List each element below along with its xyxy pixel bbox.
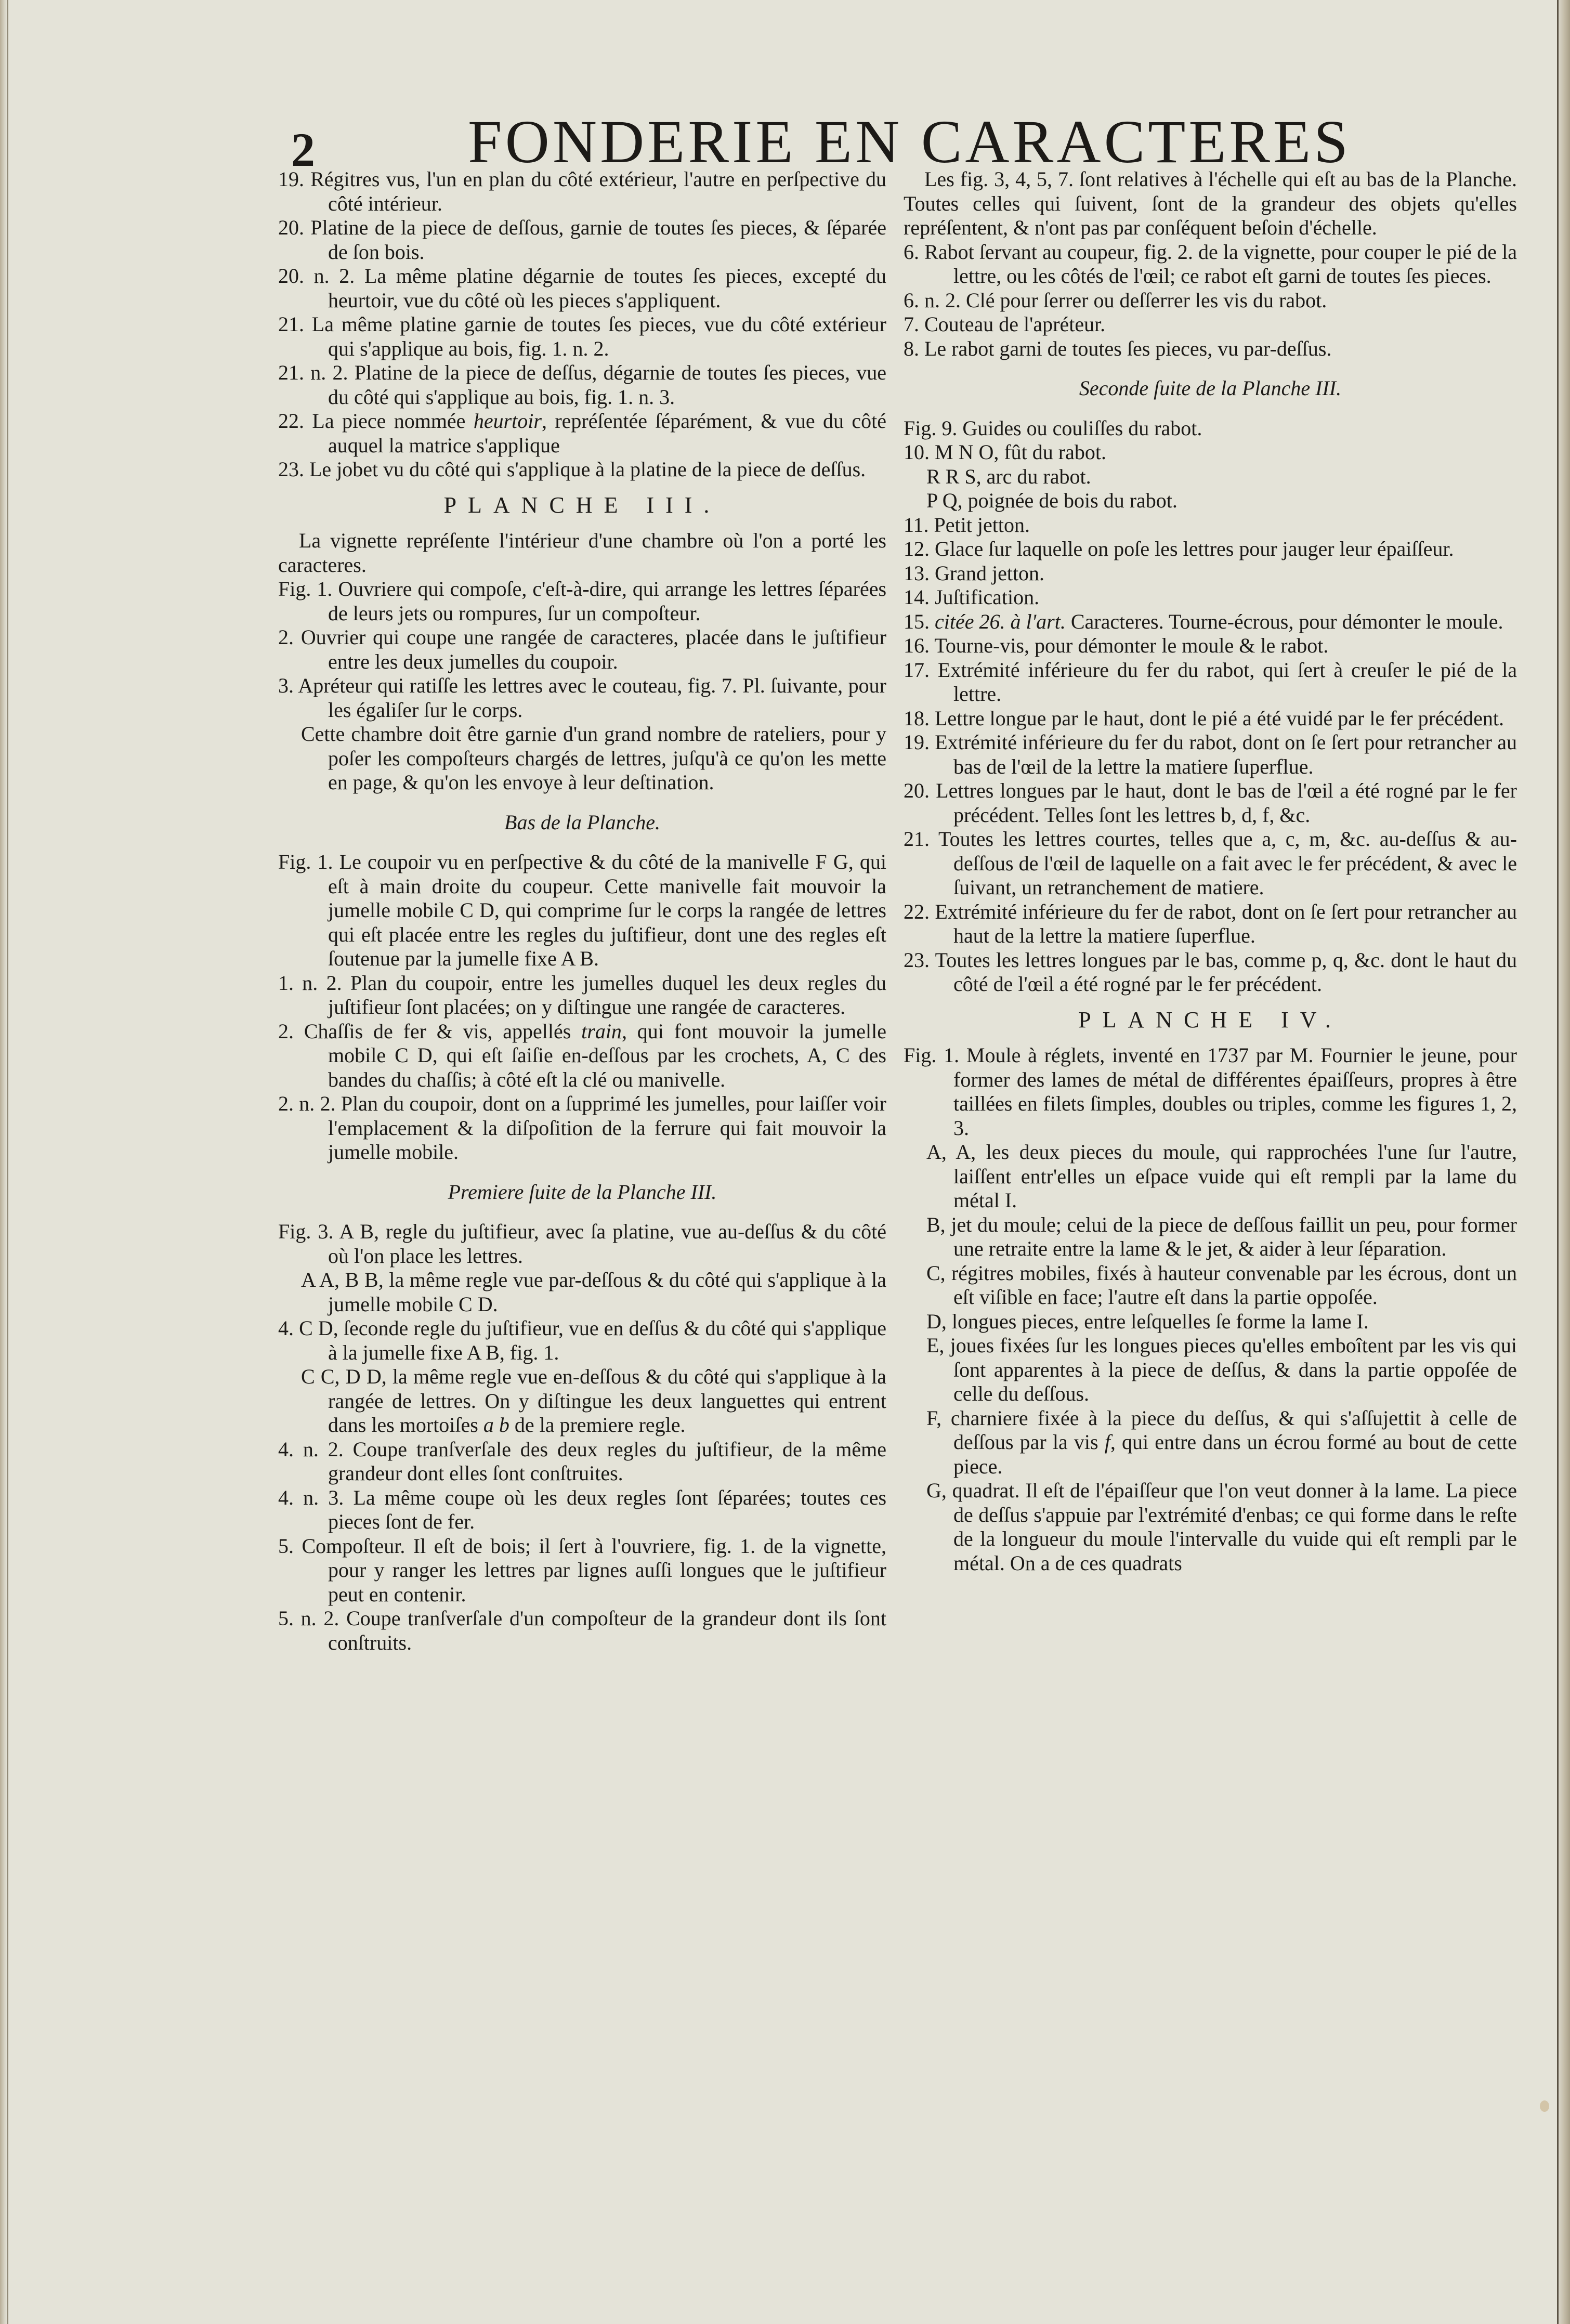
entry-number: 6. xyxy=(904,240,919,264)
left-column xyxy=(278,167,886,1655)
entry-text: La piece nommée xyxy=(312,409,474,433)
seconde-entry xyxy=(904,489,1517,513)
entry-number: Fig. 1. xyxy=(278,577,333,600)
entry-text: Juſtification. xyxy=(935,585,1040,609)
plate4-entry xyxy=(904,1043,1517,1140)
entry-text: , qui font mouvoir la jumelle mobile C D, qui eſt ſaiſie en-deſſous par les crochets, A, C des bandes du chaſſis; à côté eſt la clé ou manivelle. xyxy=(328,1019,886,1091)
vignette-entry xyxy=(278,625,886,674)
entry-text: E, joues fixées ſur les longues pieces qu'elles emboîtent par les vis qui ſont apparentes à la piece de deſſus, & dans la partie oppoſée de celle du deſſous. xyxy=(926,1334,1517,1405)
entry-text: Moule à réglets, inventé en 1737 par M. Fournier le jeune, pour former des lames de métal de différentes épaiſſeurs, propres à être taillées en filets ſimples, doubles ou triples, comme les figures 1, 2, 3. xyxy=(953,1043,1517,1140)
entry-text: Compoſteur. Il eſt de bois; il ſert à l'ouvriere, fig. 1. de la vignette, pour y ranger les lettres par lignes auſſi longues que le juſtifieur peut en contenir. xyxy=(302,1534,887,1606)
entry-number: 5. xyxy=(278,1534,294,1558)
seconde-entry xyxy=(904,585,1517,610)
seconde-entry xyxy=(904,779,1517,827)
plate-heading: PLANCHE III. xyxy=(443,492,721,518)
scale-note: Les fig. 3, 4, 5, 7. ſont relatives à l'échelle qui eſt au bas de la Planche. Toutes celles qui ſuivent, ſont de la grandeur des objets qu'elles repréſentent, & n'ont pas par conſéquent beſoin d'échelle. xyxy=(904,167,1517,239)
entry-text: M N O, fût du rabot. xyxy=(935,440,1106,464)
entry-text: A A, B B, la même regle vue par-deſſous & du côté qui s'applique à la jumelle mobile C D. xyxy=(301,1268,886,1316)
entry-number: 21. xyxy=(904,827,930,851)
premiere-entry xyxy=(278,1438,886,1486)
entry-text: Le rabot garni de toutes ſes pieces, vu par-deſſus. xyxy=(924,336,1332,360)
vignette-entry xyxy=(278,674,886,722)
entry-text: , qui entre dans un écrou formé au bout de cette piece. xyxy=(953,1430,1517,1478)
entry-text: Clé pour ſerrer ou deſſerrer les vis du rabot. xyxy=(966,288,1327,312)
seconde-entry xyxy=(904,610,1517,634)
entry-number: 7. xyxy=(904,312,919,336)
entry-number: 22. xyxy=(904,899,930,923)
entry-number: 3. xyxy=(278,674,294,697)
seconde-entry xyxy=(904,513,1517,538)
entry-number: 15. xyxy=(904,609,930,633)
premiere-entry xyxy=(904,240,1517,289)
entry-italic: f xyxy=(1104,1430,1110,1454)
plate-heading: PLANCHE IV. xyxy=(1078,1007,1342,1033)
entry-text: Coupe tranſverſale des deux regles du juſtifieur, de la même grandeur dont elles ſont conſtruites. xyxy=(328,1437,887,1485)
bas-entry xyxy=(278,1020,886,1092)
entry-text: Extrémité inférieure du fer du rabot, dont on ſe ſert pour retrancher au bas de l'œil de la lettre la matiere ſuperflue. xyxy=(935,730,1517,778)
entry-number: 20. xyxy=(904,779,930,802)
seconde-entry xyxy=(904,658,1517,707)
entry-text: Rabot ſervant au coupeur, fig. 2. de la vignette, pour couper le pié de la lettre, ou les côtés de l'œil; ce rabot eſt garni de toutes ſes pieces. xyxy=(924,240,1517,288)
entry-number: 20. xyxy=(278,216,304,239)
entry-text: Ouvriere qui compoſe, c'eſt-à-dire, qui arrange les lettres ſéparées de leurs jets ou rompures, ſur un compoſteur. xyxy=(328,577,887,625)
vignette-entry xyxy=(278,577,886,625)
entry-number: Fig. 3. xyxy=(278,1220,334,1243)
entry-number: 8. xyxy=(904,336,919,360)
entry-text: Ouvrier qui coupe une rangée de caracteres, placée dans le juſtifieur entre les deux jumelles du coupoir. xyxy=(300,625,886,673)
entry-number: 12. xyxy=(904,537,930,560)
entry-number: Fig. 1. xyxy=(278,850,333,873)
entry-text: de la premiere regle. xyxy=(509,1413,686,1437)
page-header xyxy=(291,107,1351,176)
entry-number: 4. n. 3. xyxy=(278,1485,344,1509)
legend-entry xyxy=(278,312,886,361)
legend-entry xyxy=(278,216,886,264)
premiere-entry xyxy=(278,1365,886,1438)
entry-text: Toutes les lettres courtes, telles que a, c, m, &c. au-deſſus & au-deſſous de l'œil de laquelle on a fait avec le fer précédent, & avec le ſuivant, un retranchement de matiere. xyxy=(938,827,1517,899)
plate4-entry xyxy=(904,1479,1517,1575)
entry-number: 23. xyxy=(278,458,304,481)
seconde-entry xyxy=(904,827,1517,900)
entry-text: Caracteres. Tourne-écrous, pour démonter le moule. xyxy=(1065,609,1503,633)
entry-text: D, longues pieces, entre leſquelles ſe forme la lame I. xyxy=(926,1309,1369,1333)
seconde-entry xyxy=(904,465,1517,489)
entry-text: Coupe tranſverſale d'un compoſteur de la grandeur dont ils ſont conſtruits. xyxy=(328,1607,887,1654)
page-edge-right xyxy=(1557,0,1570,2324)
seconde-entry xyxy=(904,562,1517,586)
bas-entry xyxy=(278,971,886,1020)
entry-italic: citée 26. à l'art. xyxy=(935,609,1066,633)
paper-stain xyxy=(1540,2100,1549,2112)
entry-text: Couteau de l'apréteur. xyxy=(924,312,1106,336)
entry-number: 10. xyxy=(904,440,930,464)
entry-number: 20. n. 2. xyxy=(278,264,355,288)
entry-text: Le coupoir vu en perſpective & du côté de la manivelle F G, qui eſt à main droite du coupeur. Cette manivelle fait mouvoir la jumelle mobile C D, qui comprime ſur le corps la rangée de lettres qui eſt placée entre les regles du juſtifieur, dont une des regles eſt ſoutenue par la jumelle fixe A B. xyxy=(328,850,887,970)
entry-text: Guides ou couliſſes du rabot. xyxy=(962,416,1202,440)
seconde-entry xyxy=(904,730,1517,779)
bas-entry xyxy=(278,1092,886,1165)
entry-number: 18. xyxy=(904,706,930,730)
entry-number: 11. xyxy=(904,513,929,537)
entry-number: 16. xyxy=(904,634,930,657)
entry-text: Lettres longues par le haut, dont le bas de l'œil a été rogné par le fer précédent. Telles ſont les lettres b, d, f, &c. xyxy=(936,779,1517,827)
vignette-entry xyxy=(278,722,886,795)
bas-entry xyxy=(278,850,886,971)
seconde-entry xyxy=(904,900,1517,948)
section-heading: Seconde ſuite de la Planche III. xyxy=(1079,376,1342,400)
entry-number: 23. xyxy=(904,948,930,972)
entry-italic: a b xyxy=(483,1413,509,1437)
entry-text: Grand jetton. xyxy=(935,561,1045,585)
entry-number: 4. xyxy=(278,1316,294,1340)
plate4-entry xyxy=(904,1406,1517,1479)
seconde-entry xyxy=(904,537,1517,562)
entry-text: La même coupe où les deux regles ſont ſéparées; toutes ces pieces ſont de fer. xyxy=(328,1485,887,1533)
entry-number: 22. xyxy=(278,409,304,433)
plate-intro: La vignette repréſente l'intérieur d'une chambre où l'on a porté les caracteres. xyxy=(278,529,886,577)
entry-text: P Q, poignée de bois du rabot. xyxy=(926,489,1178,512)
legend-entry xyxy=(278,167,886,216)
entry-number: 17. xyxy=(904,658,930,682)
premiere-entry xyxy=(278,1220,886,1268)
entry-text: C, régitres mobiles, fixés à hauteur convenable par les écrous, dont un eſt viſible en face; l'autre eſt dans la partie oppoſée. xyxy=(926,1261,1517,1309)
entry-text: Lettre longue par le haut, dont le pié a été vuidé par le fer précédent. xyxy=(935,706,1504,730)
section-heading: Premiere ſuite de la Planche III. xyxy=(448,1180,717,1204)
entry-number: Fig. 9. xyxy=(904,416,958,440)
entry-number: 21. n. 2. xyxy=(278,361,348,384)
page-number: 2 xyxy=(291,123,315,176)
entry-text: Plan du coupoir, dont on a ſupprimé les jumelles, pour laiſſer voir l'emplacement & la diſpoſition de la ferrure qui fait mouvoir la jumelle mobile. xyxy=(328,1092,887,1164)
legend-entry xyxy=(278,361,886,409)
section-heading: Bas de la Planche. xyxy=(504,810,660,834)
plate4-entry xyxy=(904,1140,1517,1213)
entry-italic: heurtoir xyxy=(473,409,542,433)
plate4-entry xyxy=(904,1261,1517,1310)
entry-number: 19. xyxy=(278,167,304,191)
entry-text: Le jobet vu du côté qui s'applique à la platine de la piece de deſſus. xyxy=(309,458,866,481)
entry-number: 21. xyxy=(278,312,304,336)
premiere-entry xyxy=(278,1316,886,1365)
premiere-entry xyxy=(904,337,1517,361)
seconde-entry xyxy=(904,440,1517,465)
legend-entry xyxy=(278,409,886,458)
legend-entry xyxy=(278,264,886,312)
entry-text: A B, regle du juſtifieur, avec ſa platine, vue au-deſſus & du côté où l'on place les lettres. xyxy=(328,1220,887,1268)
entry-number: 5. n. 2. xyxy=(278,1607,339,1630)
seconde-entry xyxy=(904,948,1517,997)
entry-number: 2. xyxy=(278,1019,294,1043)
entry-text: C C, D D, la même regle vue en-deſſous & du côté qui s'applique à la rangée de lettres. On y diſtingue les deux languettes qui entrent dans les mortoiſes xyxy=(301,1365,886,1437)
entry-text: Platine de la piece de deſſous, garnie de toutes ſes pieces, & ſéparée de ſon bois. xyxy=(310,216,886,264)
entry-text: C D, ſeconde regle du juſtifieur, vue en deſſus & du côté qui s'applique à la jumelle fixe A B, fig. 1. xyxy=(299,1316,887,1364)
seconde-entry xyxy=(904,416,1517,441)
premiere-entry xyxy=(278,1607,886,1655)
entry-text: G, quadrat. Il eſt de l'épaiſſeur que l'on veut donner à la lame. La piece de deſſus s'appuie par l'extrémité d'enbas; ce qui forme dans le reſte de la longueur du moule l'intervalle du vuide qui eſt rempli par le métal. On a de ces quadrats xyxy=(926,1479,1517,1575)
seconde-entry xyxy=(904,634,1517,658)
premiere-entry xyxy=(278,1268,886,1316)
entry-number: 1. n. 2. xyxy=(278,971,342,995)
entry-number: 6. n. 2. xyxy=(904,288,961,312)
right-column xyxy=(904,167,1517,1575)
entry-text: Chaſſis de fer & vis, appellés xyxy=(304,1019,582,1043)
entry-text: Plan du coupoir, entre les jumelles duquel les deux regles du juſtifieur ſont placées; on y diſtingue une rangée de caracteres. xyxy=(328,971,886,1019)
entry-text: Toutes les lettres longues par le bas, comme p, q, &c. dont le haut du côté de l'œil a été rogné par le fer précédent. xyxy=(935,948,1517,996)
entry-text: , repréſentée ſéparément, & vue du côté auquel la matrice s'applique xyxy=(328,409,887,457)
entry-number: 19. xyxy=(904,730,930,754)
entry-text: Platine de la piece de deſſus, dégarnie de toutes ſes pieces, vue du côté qui s'applique au bois, fig. 1. n. 3. xyxy=(328,361,887,409)
premiere-entry xyxy=(278,1486,886,1534)
entry-number: 14. xyxy=(904,585,930,609)
entry-text: Glace ſur laquelle on poſe les lettres pour jauger leur épaiſſeur. xyxy=(935,537,1454,560)
entry-text: La même platine garnie de toutes ſes pieces, vue du côté extérieur qui s'applique au bois, fig. 1. n. 2. xyxy=(311,312,887,360)
entry-text: F, charniere fixée à la piece du deſſus, & qui s'aſſujettit à celle de deſſous par la vis xyxy=(926,1406,1517,1454)
entry-text: R R S, arc du rabot. xyxy=(926,464,1091,488)
running-title: FONDERIE EN CARACTERES xyxy=(468,108,1351,176)
entry-number: Fig. 1. xyxy=(904,1043,960,1067)
premiere-entry xyxy=(904,289,1517,313)
seconde-entry xyxy=(904,707,1517,731)
entry-text: Régitres vus, l'un en plan du côté extérieur, l'autre en perſpective du côté intérieur. xyxy=(310,167,887,215)
entry-text: B, jet du moule; celui de la piece de deſſous faillit un peu, pour former une retraite entre la lame & le jet, & aider à leur ſéparation. xyxy=(926,1212,1517,1260)
entry-text: Apréteur qui ratiſſe les lettres avec le couteau, fig. 7. Pl. ſuivante, pour les égaliſer ſur le corps. xyxy=(298,674,886,722)
entry-number: 13. xyxy=(904,561,930,585)
entry-number: 4. n. 2. xyxy=(278,1437,344,1461)
entry-text: Extrémité inférieure du fer de rabot, dont on ſe ſert pour retrancher au haut de la lettre la matiere ſuperflue. xyxy=(935,899,1517,947)
entry-number: 2. xyxy=(278,625,294,649)
entry-italic: train xyxy=(581,1019,622,1043)
premiere-entry xyxy=(278,1534,886,1607)
entry-text: A, A, les deux pieces du moule, qui rapprochées l'une ſur l'autre, laiſſent entr'elles un eſpace vuide qui eſt rempli par la lame du métal I. xyxy=(926,1140,1517,1212)
entry-text: Tourne-vis, pour démonter le moule & le rabot. xyxy=(934,634,1329,657)
entry-text: Cette chambre doit être garnie d'un grand nombre de rateliers, pour y poſer les compoſteurs chargés de lettres, juſqu'à ce qu'on les mette en page, & qu'on les envoye à leur deſtination. xyxy=(301,722,886,794)
premiere-entry xyxy=(904,312,1517,337)
legend-entry xyxy=(278,458,886,482)
plate4-entry xyxy=(904,1310,1517,1334)
plate4-entry xyxy=(904,1334,1517,1406)
page-edge-left xyxy=(0,0,8,2324)
entry-text: Extrémité inférieure du fer du rabot, qui ſert à creuſer le pié de la lettre. xyxy=(937,658,1517,706)
entry-text: Petit jetton. xyxy=(934,513,1030,537)
entry-number: 2. n. 2. xyxy=(278,1092,336,1115)
plate4-entry xyxy=(904,1213,1517,1261)
entry-text: La même platine dégarnie de toutes ſes pieces, excepté du heurtoir, vue du côté où les pieces s'appliquent. xyxy=(328,264,887,312)
